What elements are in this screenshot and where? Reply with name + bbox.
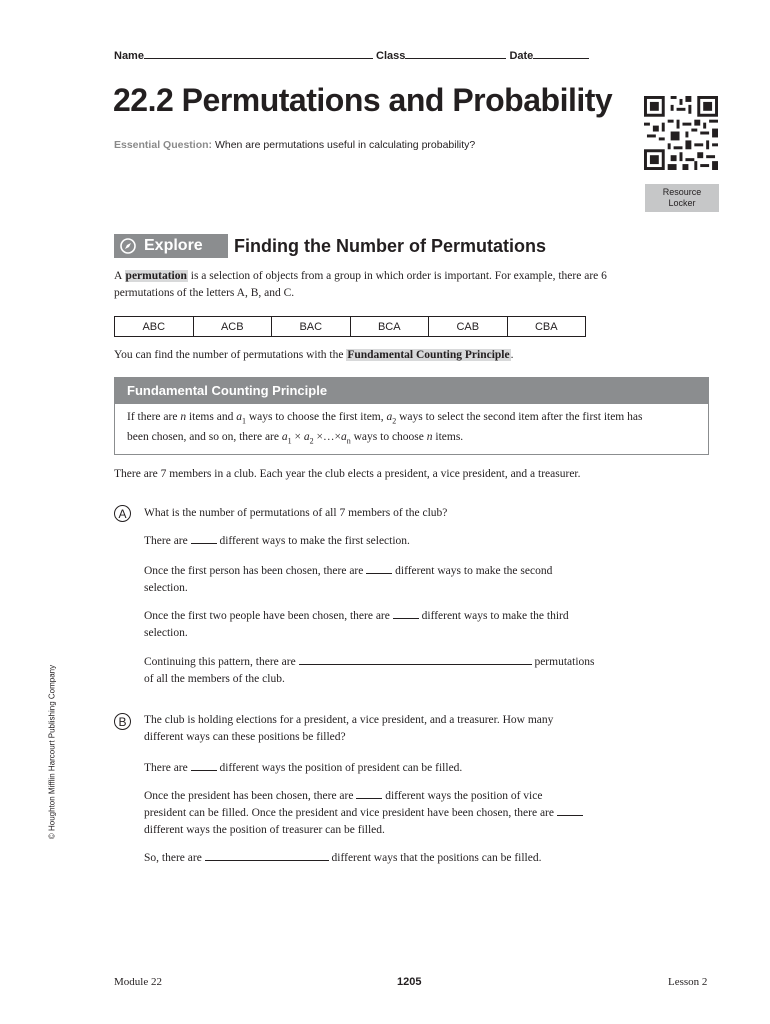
step-text: Once the first person has been chosen, there are [144, 565, 364, 577]
table-cell: BCA [350, 317, 429, 337]
answer-blank[interactable] [356, 788, 382, 799]
fcp-op: × [291, 431, 304, 444]
part-a-step3 [144, 608, 664, 642]
name-field[interactable] [144, 48, 373, 59]
step-text: different ways the position of treasurer can be filled. [144, 824, 385, 836]
table-cell: ABC [115, 317, 194, 337]
fcp-var: n [180, 411, 187, 423]
intro-paragraph [114, 268, 714, 302]
table-cell: CAB [429, 317, 508, 337]
step-text: There are [144, 762, 188, 774]
step-text: different ways to make the third [421, 610, 569, 622]
step-text: selection. [144, 627, 188, 639]
fcp-text: ways to choose [353, 431, 424, 444]
fcp-var: a [386, 411, 393, 423]
fcp-var: a [340, 431, 347, 444]
step-text: There are [144, 535, 188, 547]
page-title: 22.2 Permutations and Probability [113, 82, 613, 118]
fcp-op: ×…× [313, 431, 341, 444]
table-row [115, 317, 586, 337]
qr-code-icon[interactable] [644, 96, 718, 170]
step-text: Once the first two people have been chosen, there are [144, 610, 390, 622]
part-a-step1 [144, 533, 410, 550]
student-info-header [114, 48, 589, 62]
fcp-intro-post: . [510, 349, 514, 361]
intro-pre: A [114, 270, 122, 282]
part-a-step2 [144, 563, 664, 597]
fcp-intro [114, 347, 514, 364]
answer-blank[interactable] [557, 805, 583, 816]
step-text: different ways that the positions can be filled. [331, 852, 542, 864]
fcp-text: ways to select the second item after the first item has [399, 411, 643, 423]
fcp-box-body [115, 404, 708, 455]
answer-blank[interactable] [191, 533, 217, 544]
fcp-sub: 2 [309, 436, 314, 446]
fcp-var: a [236, 411, 242, 423]
step-text: of all the members of the club. [144, 673, 285, 685]
footer-page-number: 1205 [397, 976, 422, 988]
class-field[interactable] [405, 48, 506, 59]
fcp-var: a [281, 431, 288, 444]
answer-blank[interactable] [366, 563, 392, 574]
fcp-sub: 1 [241, 416, 246, 426]
copyright-side-text: © Houghton Mifflin Harcourt Publishing Company [47, 664, 57, 840]
question-text: different ways can these positions be filled? [144, 731, 346, 743]
part-a-badge: A [114, 505, 131, 522]
answer-blank[interactable] [191, 760, 217, 771]
step-text: selection. [144, 582, 188, 594]
fcp-box-heading: Fundamental Counting Principle [115, 378, 708, 404]
fcp-sub: 1 [287, 436, 292, 446]
explore-banner [114, 234, 228, 258]
step-text: permutations [534, 656, 595, 668]
resource-locker-line2: Locker [668, 198, 696, 208]
fcp-text: been chosen, and so on, there are [127, 431, 279, 444]
essential-question-text: When are permutations useful in calculating probability? [214, 139, 476, 151]
step-text: president can be filled. Once the president and vice president have been chosen, there are [144, 807, 554, 819]
footer-lesson: Lesson 2 [668, 976, 708, 988]
step-text: Continuing this pattern, there are [144, 656, 296, 668]
fcp-text: items and [188, 411, 234, 423]
fcp-text: items. [435, 431, 464, 444]
permutation-term: permutation [125, 270, 187, 282]
table-cell: ACB [193, 317, 272, 337]
date-field[interactable] [533, 48, 589, 59]
section-heading: Finding the Number of Permutations [234, 236, 547, 256]
date-label: Date [509, 50, 534, 62]
table-cell: BAC [272, 317, 351, 337]
intro-line2: permutations of the letters A, B, and C. [114, 287, 295, 299]
permutations-table [114, 316, 586, 337]
fcp-sub: n [346, 436, 351, 446]
fcp-text: If there are [127, 411, 178, 423]
step-text: different ways to make the second [395, 565, 553, 577]
compass-icon [120, 238, 136, 254]
step-text: different ways the position of president can be filled. [219, 762, 463, 774]
footer-module: Module 22 [114, 976, 162, 988]
part-b-step2 [144, 788, 664, 839]
part-b-step1 [144, 760, 462, 777]
resource-locker-line1: Resource [662, 187, 702, 197]
table-cell: CBA [507, 317, 586, 337]
step-text: different ways the position of vice [385, 790, 543, 802]
fcp-term: Fundamental Counting Principle [347, 349, 510, 361]
answer-blank[interactable] [299, 654, 532, 665]
part-b-badge: B [114, 713, 131, 730]
club-statement: There are 7 members in a club. Each year the club elects a president, a vice president, and a treasurer. [114, 468, 581, 480]
part-b-step3 [144, 850, 541, 867]
essential-question-label: Essential Question: [114, 139, 213, 151]
fcp-var: n [426, 431, 433, 444]
part-b-question [144, 712, 664, 746]
intro-post: is a selection of objects from a group in which order is important. For example, there are 6 [190, 270, 607, 282]
part-a-question: What is the number of permutations of all 7 members of the club? [144, 507, 448, 519]
step-text: Once the president has been chosen, there are [144, 790, 354, 802]
fcp-text: ways to choose the first item, [248, 411, 384, 423]
question-text: The club is holding elections for a president, a vice president, and a treasurer. How many [144, 714, 554, 726]
answer-blank[interactable] [205, 850, 329, 861]
resource-locker-button[interactable] [645, 184, 719, 212]
fcp-box [114, 377, 709, 455]
class-label: Class [376, 50, 406, 62]
fcp-var: a [303, 431, 310, 444]
fcp-sub: 2 [392, 416, 397, 426]
fcp-intro-pre: You can find the number of permutations with the [114, 349, 344, 361]
step-text: So, there are [144, 852, 202, 864]
answer-blank[interactable] [393, 608, 419, 619]
explore-label: Explore [144, 237, 203, 254]
name-label: Name [114, 50, 144, 62]
step-text: different ways to make the first selection. [219, 535, 410, 547]
part-a-step4 [144, 654, 664, 688]
essential-question [114, 139, 475, 151]
